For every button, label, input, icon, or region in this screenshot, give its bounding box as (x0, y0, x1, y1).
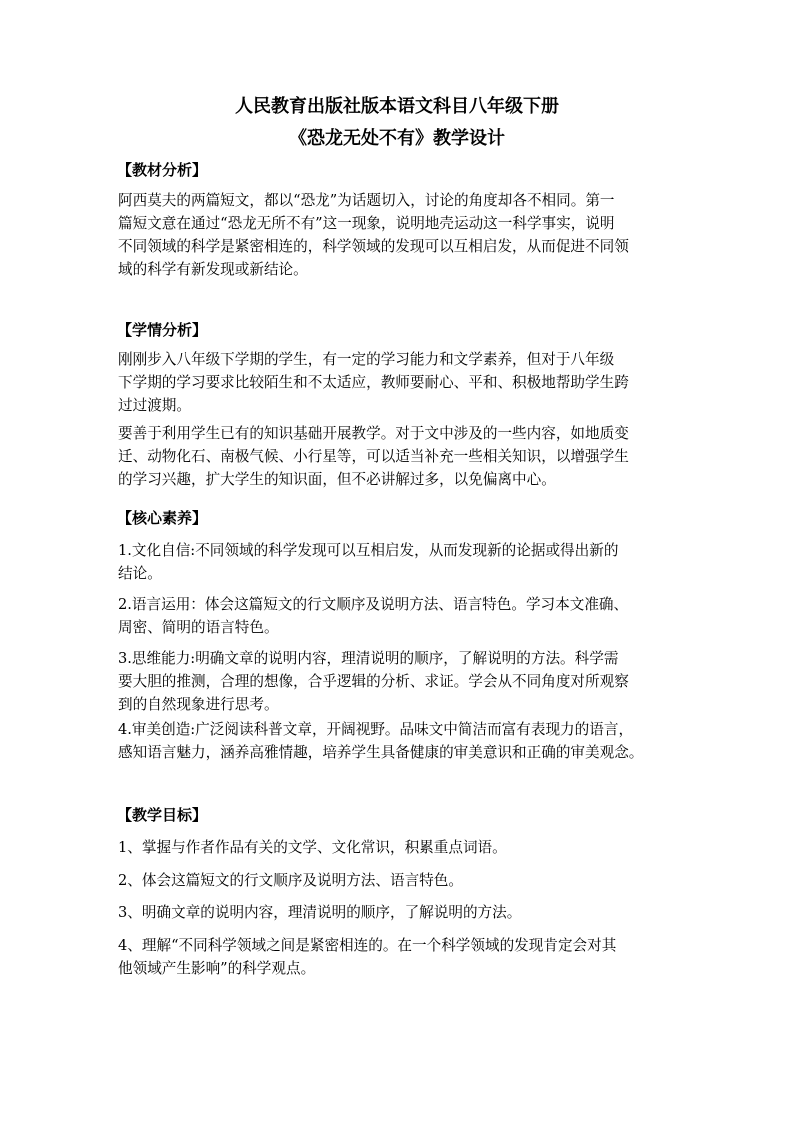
document-title-line-1: 人民教育出版社版本语文科目八年级下册 (235, 96, 559, 117)
document-title-line-2: 《恐龙无处不有》教学设计 (289, 128, 505, 149)
section-heading-core-literacy: 【核心素养】 (117, 509, 208, 527)
goal-item-4 (118, 934, 688, 980)
text-line: 的学习兴趣，扩大学生的知识面，但不必讲解过多，以免偏离中心。 (118, 471, 556, 488)
text-line: 4.审美创造:广泛阅读科普文章，开阔视野。品味文中简洁而富有表现力的语言， (118, 721, 634, 738)
literacy-item-3 (118, 647, 688, 716)
text-line: 刚刚步入八年级下学期的学生，有一定的学习能力和文学素养，但对于八年级 (118, 351, 615, 368)
literacy-item-4 (118, 718, 688, 764)
text-line: 要大胆的推测，合理的想像，合乎逻辑的分析、求证。学会从不同角度对所观察 (118, 673, 629, 690)
section-heading-teaching-goals: 【教学目标】 (117, 806, 208, 824)
text-line: 3.思维能力:明确文章的说明内容，理清说明的顺序，了解说明的方法。科学需 (118, 650, 619, 667)
text-line: 2、体会这篇短文的行文顺序及说明方法、语言特色。 (118, 872, 463, 889)
literacy-item-2 (118, 593, 688, 639)
literacy-item-1 (118, 539, 688, 585)
text-line: 4、理解“不同科学领域之间是紧密相连的。在一个科学领域的发现肯定会对其 (118, 937, 617, 954)
text-line: 下学期的学习要求比较陌生和不太适应，教师要耐心、平和、积极地帮助学生跨 (118, 374, 629, 391)
text-line: 他领域产生影响”的科学观点。 (118, 960, 316, 977)
text-line: 迁、动物化石、南极气候、小行星等，可以适当补充一些相关知识，以增强学生 (118, 448, 629, 465)
paragraph-textbook-analysis (118, 189, 688, 281)
section-heading-student-analysis: 【学情分析】 (117, 321, 208, 339)
text-line: 1、掌握与作者作品有关的文学、文化常识，积累重点词语。 (118, 839, 507, 856)
text-line: 域的科学有新发现或新结论。 (118, 261, 308, 278)
text-line: 不同领域的科学是紧密相连的，科学领域的发现可以互相启发，从而促进不同领 (118, 238, 629, 255)
text-line: 要善于利用学生已有的知识基础开展教学。对于文中涉及的一些内容，如地质变 (118, 425, 629, 442)
goal-item-3 (118, 901, 688, 924)
goal-item-2 (118, 869, 688, 892)
goal-item-1 (118, 836, 688, 859)
text-line: 过过渡期。 (118, 397, 191, 414)
text-line: 篇短文意在通过“恐龙无所不有”这一现象，说明地壳运动这一科学事实，说明 (118, 215, 615, 232)
text-line: 到的自然现象进行思考。 (118, 696, 279, 713)
text-line: 2.语言运用：体会这篇短文的行文顺序及说明方法、语言特色。学习本文准确、 (118, 596, 629, 613)
text-line: 3、明确文章的说明内容，理清说明的顺序，了解说明的方法。 (118, 904, 522, 921)
text-line: 结论。 (118, 565, 162, 582)
text-line: 阿西莫夫的两篇短文，都以“恐龙”为话题切入，讨论的角度却各不相同。第一 (118, 192, 615, 209)
paragraph-student-analysis-1 (118, 348, 688, 417)
text-line: 1.文化自信:不同领域的科学发现可以互相启发，从而发现新的论据或得出新的 (118, 542, 619, 559)
text-line: 周密、简明的语言特色。 (118, 619, 279, 636)
section-heading-textbook-analysis: 【教材分析】 (117, 161, 208, 179)
text-line: 感知语言魅力，涵养高雅情趣，培养学生具备健康的审美意识和正确的审美观念。 (118, 744, 644, 761)
paragraph-student-analysis-2 (118, 422, 688, 491)
